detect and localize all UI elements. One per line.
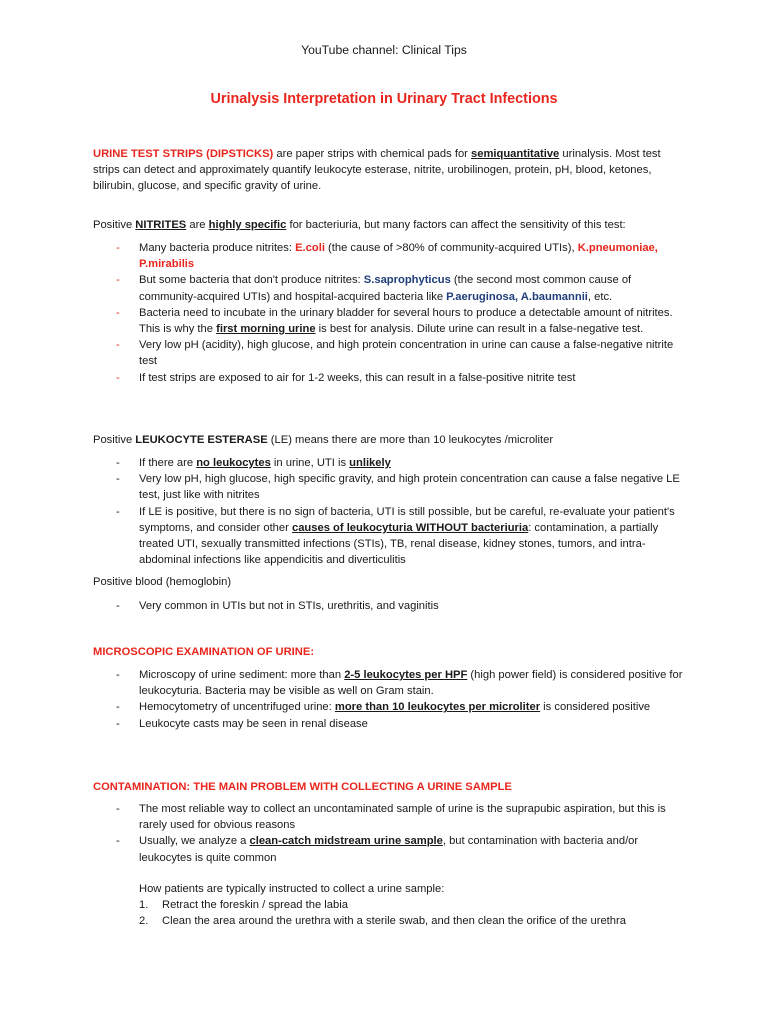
- le-item-text: in urine, UTI is: [270, 457, 350, 469]
- le-item-text: If there are: [139, 457, 197, 469]
- le-item-text: : contamination, a partially treated UTI, sexually transmitted infections (STIs), TB, renal disease, kidney stones, tumors, and intra-abdominal infections like appendicitis and diverticulitis: [139, 521, 659, 567]
- ecoli-term: E.coli: [295, 242, 325, 254]
- list-item: - If test strips are exposed to air for 1-2 weeks, this can result in a false-positive nitrite test: [93, 370, 683, 386]
- list-item: [93, 455, 683, 471]
- step-text: Retract the foreskin / spread the labia: [162, 899, 348, 911]
- list-item: - Leukocyte casts may be seen in renal disease: [93, 716, 683, 732]
- le-text-2: (LE) means there are more than 10 leukocytes /microliter: [267, 434, 554, 446]
- nitrite-item-text: , etc.: [587, 290, 613, 303]
- list-item: [93, 272, 683, 304]
- list-item: - Very low pH, high glucose, high specific gravity, and high protein concentration can cause a false negative LE test, just like with nitrites: [93, 471, 683, 503]
- micro-item-text: is considered positive: [540, 701, 651, 714]
- nitrite-item-text: But some bacteria that don't produce nitrites:: [139, 274, 364, 287]
- micro-item-text: (high power field) is considered positive for leukocyturia. Bacteria may be visible as well on Gram stain.: [139, 669, 683, 698]
- first-morning-urine-keyword: first morning urine: [216, 323, 316, 336]
- list-item: - Very common in UTIs but not in STIs, urethritis, and vaginitis: [93, 598, 683, 614]
- step-number: 1.: [139, 899, 149, 911]
- list-item: [93, 833, 683, 865]
- nitrites-keyword: NITRITES: [135, 219, 187, 231]
- list-item: [93, 305, 683, 337]
- contamination-list: [93, 801, 683, 866]
- step-text: Clean the area around the urethra with a sterile swab, and then clean the orifice of the urethra: [162, 915, 626, 928]
- nitrite-item-text: Bacteria need to incubate in the urinary bladder for several hours to produce a detectable amount of nitrites. This is why the: [139, 306, 673, 336]
- no-leukocytes-keyword: no leukocytes: [196, 457, 271, 469]
- unlikely-keyword: unlikely: [349, 457, 391, 469]
- list-item: [93, 667, 683, 699]
- clean-catch-keyword: clean-catch midstream urine sample: [249, 835, 443, 848]
- blood-heading: Positive blood (hemoglobin): [93, 576, 232, 588]
- list-item: - The most reliable way to collect an uncontaminated sample of urine is the suprapubic aspiration, but this is rarely used for obvious reasons: [93, 801, 683, 833]
- le-keyword: LEUKOCYTE ESTERASE: [135, 434, 268, 446]
- kpneumoniae-term: K.pneumoniae, P.mirabilis: [139, 242, 658, 271]
- micro-item-text: Microscopy of urine sediment: more than: [139, 669, 345, 681]
- list-item: [93, 897, 683, 913]
- microscopic-heading: MICROSCOPIC EXAMINATION OF URINE:: [93, 646, 315, 658]
- list-item: - Very low pH (acidity), high glucose, and high protein concentration in urine can cause a false-negative nitrite test: [93, 337, 683, 369]
- dipsticks-paragraph: [93, 146, 683, 195]
- semiquantitative-keyword: semiquantitative: [471, 148, 560, 160]
- list-item: [93, 504, 683, 569]
- dipsticks-heading: URINE TEST STRIPS (DIPSTICKS): [93, 148, 274, 160]
- aeruginosa-term: P.aeruginosa, A.baumannii: [446, 290, 588, 303]
- leukocyturia-causes-keyword: causes of leukocyturia WITHOUT bacteriuria: [291, 521, 529, 534]
- dipsticks-text-1: are paper strips with chemical pads for: [273, 148, 471, 160]
- list-item: [93, 240, 683, 272]
- channel-header: YouTube channel: Clinical Tips: [301, 43, 467, 57]
- microliter-keyword: more than 10 leukocytes per microliter: [334, 701, 541, 714]
- le-list: [93, 455, 683, 568]
- le-item-text: If LE is positive, but there is no sign of bacteria, UTI is still possible, but be careful, re-evaluate your patient's symptoms, and consider other: [139, 505, 675, 534]
- contamination-heading: CONTAMINATION: THE MAIN PROBLEM WITH COLLECTING A URINE SAMPLE: [93, 781, 512, 793]
- list-item: [93, 699, 683, 715]
- contam-item-text: , but contamination with bacteria and/or leukocytes is quite common: [139, 835, 639, 864]
- steps-list: [93, 897, 683, 929]
- dipsticks-text-2: urinalysis. Most test strips can detect and approximately quantify leukocyte esterase, nitrite, urobilinogen, protein, pH, blood, ketones, bilirubin, glucose, and specific gravity of urine.: [93, 148, 661, 193]
- nitrites-list: [93, 240, 683, 386]
- howto-text: How patients are typically instructed to collect a urine sample:: [139, 883, 445, 895]
- step-number: 2.: [139, 915, 149, 928]
- highly-specific-keyword: highly specific: [208, 219, 287, 231]
- nitrites-text-3: for bacteriuria, but many factors can affect the sensitivity of this test:: [286, 219, 626, 231]
- micro-item-text: Hemocytometry of uncentrifuged urine:: [139, 701, 335, 714]
- nitrite-item-text: Many bacteria produce nitrites:: [139, 242, 296, 254]
- list-item: [93, 913, 683, 929]
- nitrites-text-2: are: [186, 219, 209, 231]
- le-text-1: Positive: [93, 434, 136, 446]
- nitrite-item-text: is best for analysis. Dilute urine can result in a false-negative test.: [315, 323, 644, 336]
- saprophyticus-term: S.saprophyticus: [363, 274, 451, 287]
- nitrites-paragraph: [93, 217, 683, 233]
- hpf-keyword: 2-5 leukocytes per HPF: [344, 669, 468, 681]
- blood-list: [93, 598, 683, 614]
- microscopic-list: [93, 667, 683, 732]
- page-title: Urinalysis Interpretation in Urinary Tract Infections: [210, 91, 558, 107]
- contam-item-text: Usually, we analyze a: [139, 835, 250, 848]
- nitrite-item-text: (the second most common cause of community-acquired UTIs) and hospital-acquired bacteria like: [139, 274, 632, 303]
- nitrite-item-text: (the cause of >80% of community-acquired UTIs),: [324, 242, 578, 254]
- le-paragraph: [93, 432, 683, 448]
- nitrites-text-1: Positive: [93, 219, 136, 231]
